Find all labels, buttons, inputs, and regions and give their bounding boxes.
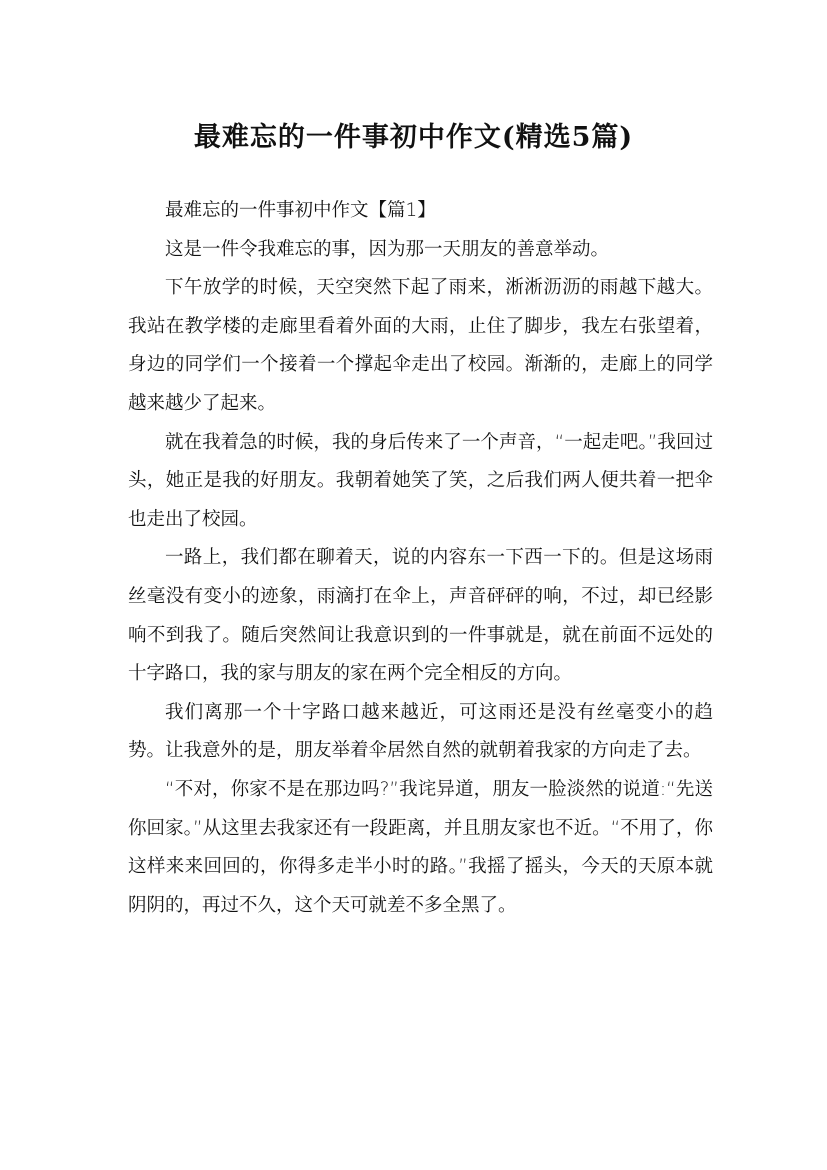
paragraph: 下午放学的时候，天空突然下起了雨来，淅淅沥沥的雨越下越大。我站在教学楼的走廊里看着外面的大雨，止住了脚步，我左右张望着，身边的同学们一个接着一个撑起伞走出了校园。渐渐的，走廊上的同学越来越少了起来。 [128, 277, 713, 414]
document-body [128, 192, 713, 925]
section-heading: 最难忘的一件事初中作文【篇1】 [165, 200, 436, 221]
document-title: 最难忘的一件事初中作文(精选5篇) [193, 122, 634, 154]
paragraph: 我们离那一个十字路口越来越近，可这雨还是没有丝毫变小的趋势。让我意外的是，朋友举着伞居然自然的就朝着我家的方向走了去。 [128, 701, 713, 762]
paragraph: 一路上，我们都在聊着天，说的内容东一下西一下的。但是这场雨丝毫没有变小的迹象，雨滴打在伞上，声音砰砰的响，不过，却已经影响不到我了。随后突然间让我意识到的一件事就是，就在前面不远处的十字路口，我的家与朋友的家在两个完全相反的方向。 [128, 547, 713, 685]
paragraph: 就在我着急的时候，我的身后传来了一个声音，“一起走吧。”我回过头，她正是我的好朋友。我朝着她笑了笑，之后我们两人便共着一把伞也走出了校园。 [128, 431, 713, 530]
paragraph: “不对，你家不是在那边吗?”我诧异道，朋友一脸淡然的说道:“先送你回家。”从这里去我家还有一段距离，并且朋友家也不近。“不用了，你这样来来回回的，你得多走半小时的路。”我摇了摇头，今天的天原本就阴阴的，再过不久，这个天可就差不多全黑了。 [128, 778, 713, 916]
paragraph: 这是一件令我难忘的事，因为那一天朋友的善意举动。 [165, 238, 610, 260]
